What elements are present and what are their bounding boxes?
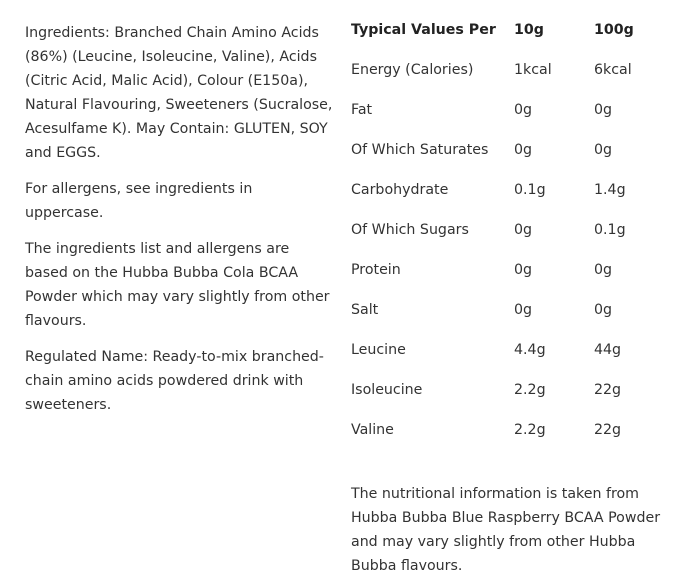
table-row — [351, 130, 671, 170]
value-10g: 0g — [514, 262, 533, 278]
nutrient-name: Energy (Calories) — [351, 62, 474, 78]
table-row — [351, 250, 671, 290]
nutrition-table — [351, 10, 671, 450]
value-100g: 0g — [594, 142, 613, 158]
value-100g: 0g — [594, 102, 613, 118]
table-row — [351, 50, 671, 90]
value-100g: 22g — [594, 422, 622, 438]
value-10g: 0g — [514, 302, 533, 318]
value-100g: 22g — [594, 382, 622, 398]
value-10g: 0g — [514, 102, 533, 118]
value-100g: 44g — [594, 342, 622, 358]
value-10g: 4.4g — [514, 342, 546, 358]
variation-note: The ingredients list and allergens are based on the Hubba Bubba Cola BCAA Powder which may vary slightly from other flavours. — [25, 241, 330, 329]
nutrient-name: Valine — [351, 422, 394, 438]
ingredients-text: Ingredients: Branched Chain Amino Acids (86%) (Leucine, Isoleucine, Valine), Acids (Citric Acid, Malic Acid), Colour (E150a), Natural Flavouring, Sweeteners (Sucralose, Acesulfame K). May Contain: GLUTEN, SOY and EGGS. — [25, 25, 333, 161]
table-row — [351, 290, 671, 330]
nutrition-panel — [351, 10, 671, 578]
header-per-100g: 100g — [594, 22, 634, 38]
nutrient-name: Of Which Sugars — [351, 222, 469, 238]
value-100g: 0.1g — [594, 222, 626, 238]
nutrient-name: Of Which Saturates — [351, 142, 489, 158]
value-10g: 2.2g — [514, 382, 546, 398]
header-per-10g: 10g — [514, 22, 544, 38]
regulated-name: Regulated Name: Ready-to-mix branched-chain amino acids powdered drink with sweeteners. — [25, 349, 324, 413]
nutrient-name: Isoleucine — [351, 382, 423, 398]
table-row — [351, 170, 671, 210]
nutrition-footnote: The nutritional information is taken from Hubba Bubba Blue Raspberry BCAA Powder and may vary slightly from other Hubba Bubba flavours. — [351, 486, 661, 574]
value-100g: 1.4g — [594, 182, 626, 198]
allergen-note: For allergens, see ingredients in uppercase. — [25, 181, 253, 221]
nutrient-name: Leucine — [351, 342, 406, 358]
value-100g: 0g — [594, 262, 613, 278]
value-10g: 1kcal — [514, 62, 552, 78]
value-10g: 2.2g — [514, 422, 546, 438]
value-100g: 0g — [594, 302, 613, 318]
table-row — [351, 90, 671, 130]
header-typical-values: Typical Values Per — [351, 22, 496, 38]
value-10g: 0.1g — [514, 182, 546, 198]
table-row — [351, 210, 671, 250]
value-10g: 0g — [514, 222, 533, 238]
nutrient-name: Fat — [351, 102, 373, 118]
nutrient-name: Salt — [351, 302, 379, 318]
table-row — [351, 410, 671, 450]
value-100g: 6kcal — [594, 62, 632, 78]
ingredients-panel — [25, 21, 335, 429]
nutrient-name: Protein — [351, 262, 401, 278]
table-header-row — [351, 10, 671, 50]
table-row — [351, 370, 671, 410]
nutrient-name: Carbohydrate — [351, 182, 449, 198]
value-10g: 0g — [514, 142, 533, 158]
table-row — [351, 330, 671, 370]
